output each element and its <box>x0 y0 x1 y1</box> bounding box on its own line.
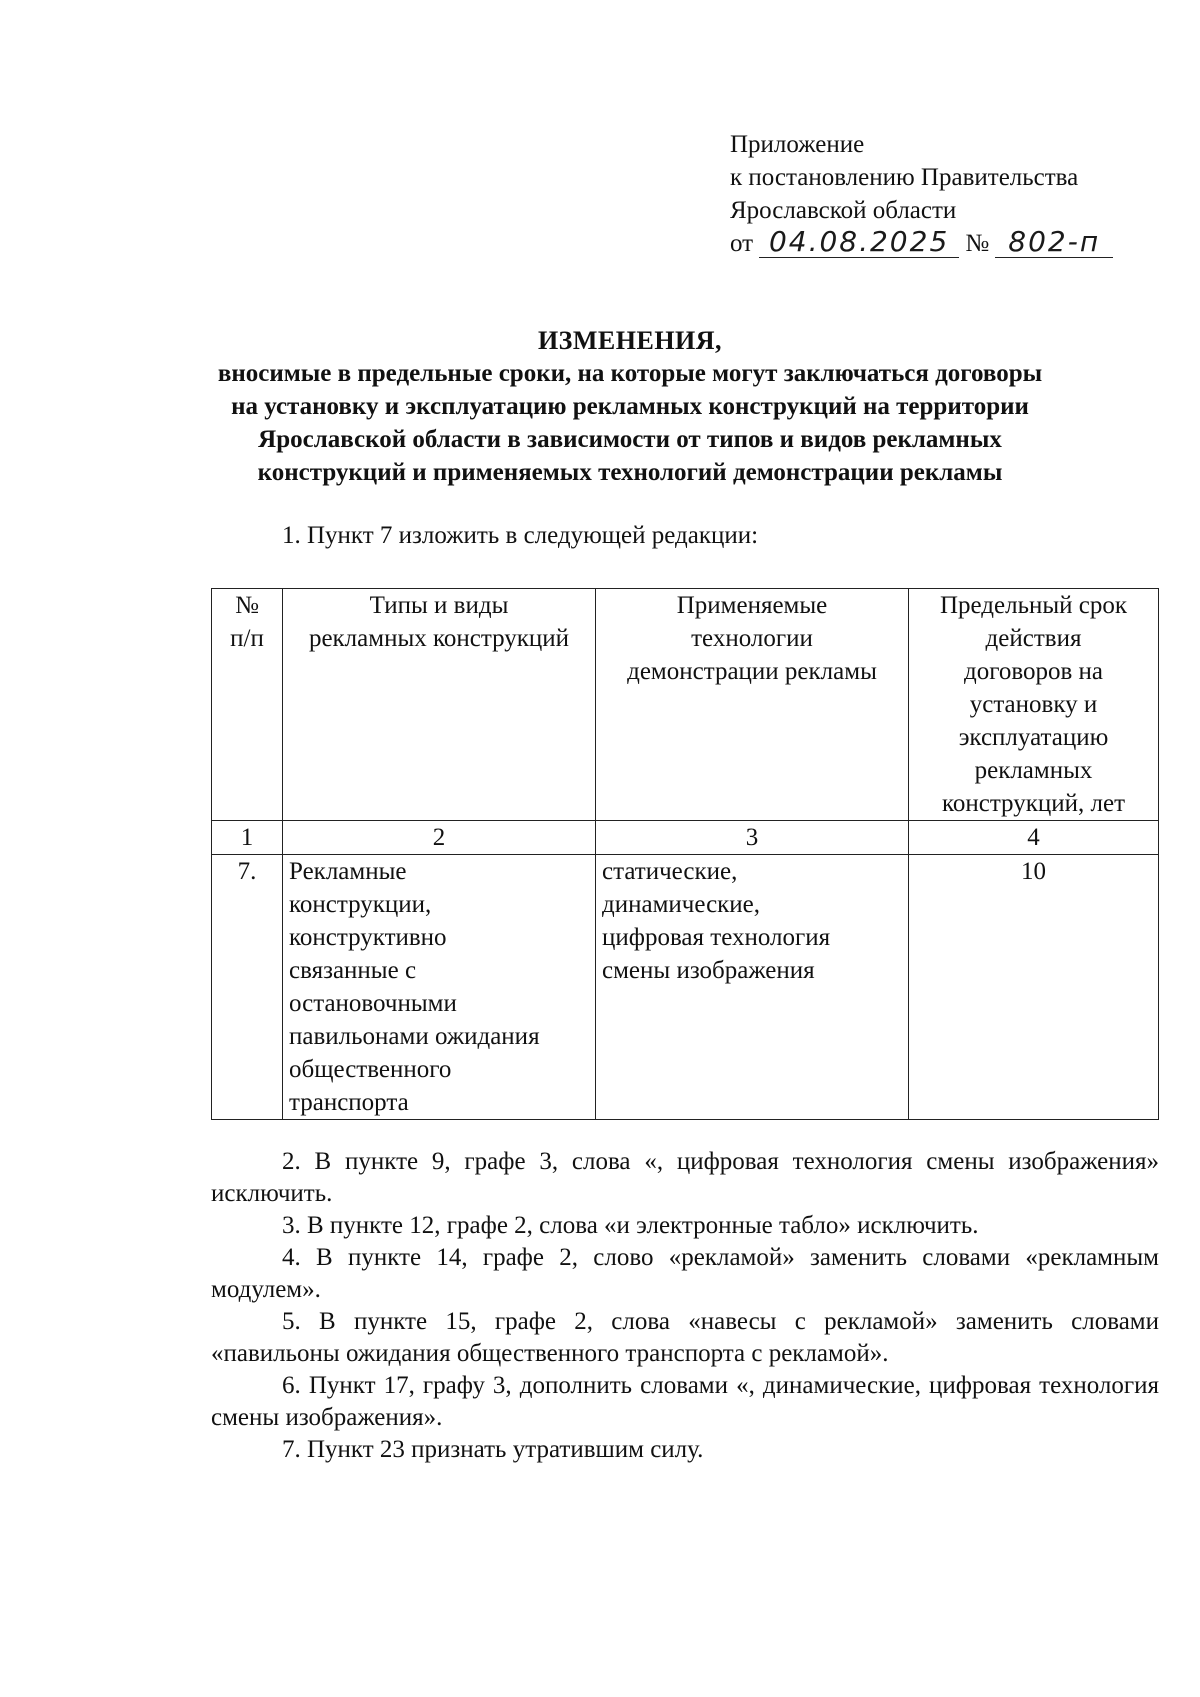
column-number: 3 <box>596 821 909 855</box>
cell-text: цифровая технология <box>602 924 831 951</box>
header-text: Предельный срок <box>939 592 1128 619</box>
appendix-header <box>730 128 1113 260</box>
number-label: № <box>965 230 990 257</box>
header-text: демонстрации рекламы <box>627 658 877 685</box>
header-cell-technologies <box>596 589 909 821</box>
header-text: п/п <box>230 625 264 652</box>
amendment-item-7: 7. Пункт 23 признать утратившим силу. <box>282 1436 704 1463</box>
handwritten-date: 04.08.2025 <box>759 227 959 258</box>
handwritten-number: 802-п <box>995 227 1113 258</box>
header-text: конструкций, лет <box>941 790 1126 817</box>
row-term: 10 <box>909 855 1159 1120</box>
table-row <box>212 855 1159 1120</box>
from-label: от <box>730 230 754 257</box>
cell-text: Рекламные <box>289 858 407 885</box>
header-text: № <box>235 592 259 619</box>
cell-text: общественного <box>289 1056 452 1083</box>
amendment-item-3: 3. В пункте 12, графе 2, слова «и электронные табло» исключить. <box>282 1212 979 1239</box>
amendment-item-2: 2. В пункте 9, графе 3, слова «, цифровая технология смены изображения» исключить. <box>211 1148 1159 1207</box>
row-technology <box>596 855 909 1120</box>
cell-text: транспорта <box>289 1089 409 1116</box>
column-number: 1 <box>212 821 283 855</box>
header-text: Применяемые <box>676 592 828 619</box>
header-text: эксплуатацию <box>958 724 1109 751</box>
intro-paragraph: 1. Пункт 7 изложить в следующей редакции: <box>282 522 759 549</box>
column-number: 4 <box>909 821 1159 855</box>
cell-text: динамические, <box>602 891 761 918</box>
title-line-1: вносимые в предельные сроки, на которые могут заключаться договоры <box>217 360 1043 387</box>
table-header-row <box>212 589 1159 821</box>
title-line-2: на установку и эксплуатацию рекламных конструкций на территории <box>231 393 1029 420</box>
header-text: рекламных конструкций <box>308 625 570 652</box>
row-number: 7. <box>212 855 283 1120</box>
amendment-item-6: 6. Пункт 17, графу 3, дополнить словами «, динамические, цифровая технология смены изображения». <box>211 1372 1159 1431</box>
appendix-line-2: к постановлению Правительства <box>730 164 1079 191</box>
cell-text: смены изображения <box>602 957 815 984</box>
header-text: Типы и виды <box>369 592 509 619</box>
header-text: рекламных <box>974 757 1093 784</box>
amendment-table <box>211 588 1159 1120</box>
cell-text: остановочными <box>289 990 457 1017</box>
cell-text: конструкции, <box>289 891 432 918</box>
header-cell-number <box>212 589 283 821</box>
header-cell-term <box>909 589 1159 821</box>
header-text: договоров на <box>963 658 1103 685</box>
header-text: действия <box>985 625 1082 652</box>
column-number-row <box>212 821 1159 855</box>
amendment-item-4: 4. В пункте 14, графе 2, слово «рекламой» заменить словами «рекламным модулем». <box>211 1244 1159 1303</box>
appendix-line-3: Ярославской области <box>730 197 957 224</box>
row-type <box>283 855 596 1120</box>
header-text: технологии <box>691 625 813 652</box>
title-line-4: конструкций и применяемых технологий демонстрации рекламы <box>257 459 1003 486</box>
amendment-item-5: 5. В пункте 15, графе 2, слова «навесы с рекламой» заменить словами «павильоны ожидания общественного транспорта с рекламой». <box>211 1308 1159 1367</box>
cell-text: конструктивно <box>289 924 447 951</box>
header-cell-types <box>283 589 596 821</box>
column-number: 2 <box>283 821 596 855</box>
cell-text: статические, <box>602 858 738 885</box>
header-text: установку и <box>969 691 1098 718</box>
amendment-items <box>211 1146 1159 1466</box>
title-line-3: Ярославской области в зависимости от типов и видов рекламных <box>258 426 1002 453</box>
document-title <box>150 324 1110 489</box>
title-main: ИЗМЕНЕНИЯ, <box>537 326 723 355</box>
cell-text: павильонами ожидания <box>289 1023 540 1050</box>
appendix-date-line <box>730 227 1113 260</box>
appendix-line-1: Приложение <box>730 131 865 158</box>
cell-text: связанные с <box>289 957 417 984</box>
